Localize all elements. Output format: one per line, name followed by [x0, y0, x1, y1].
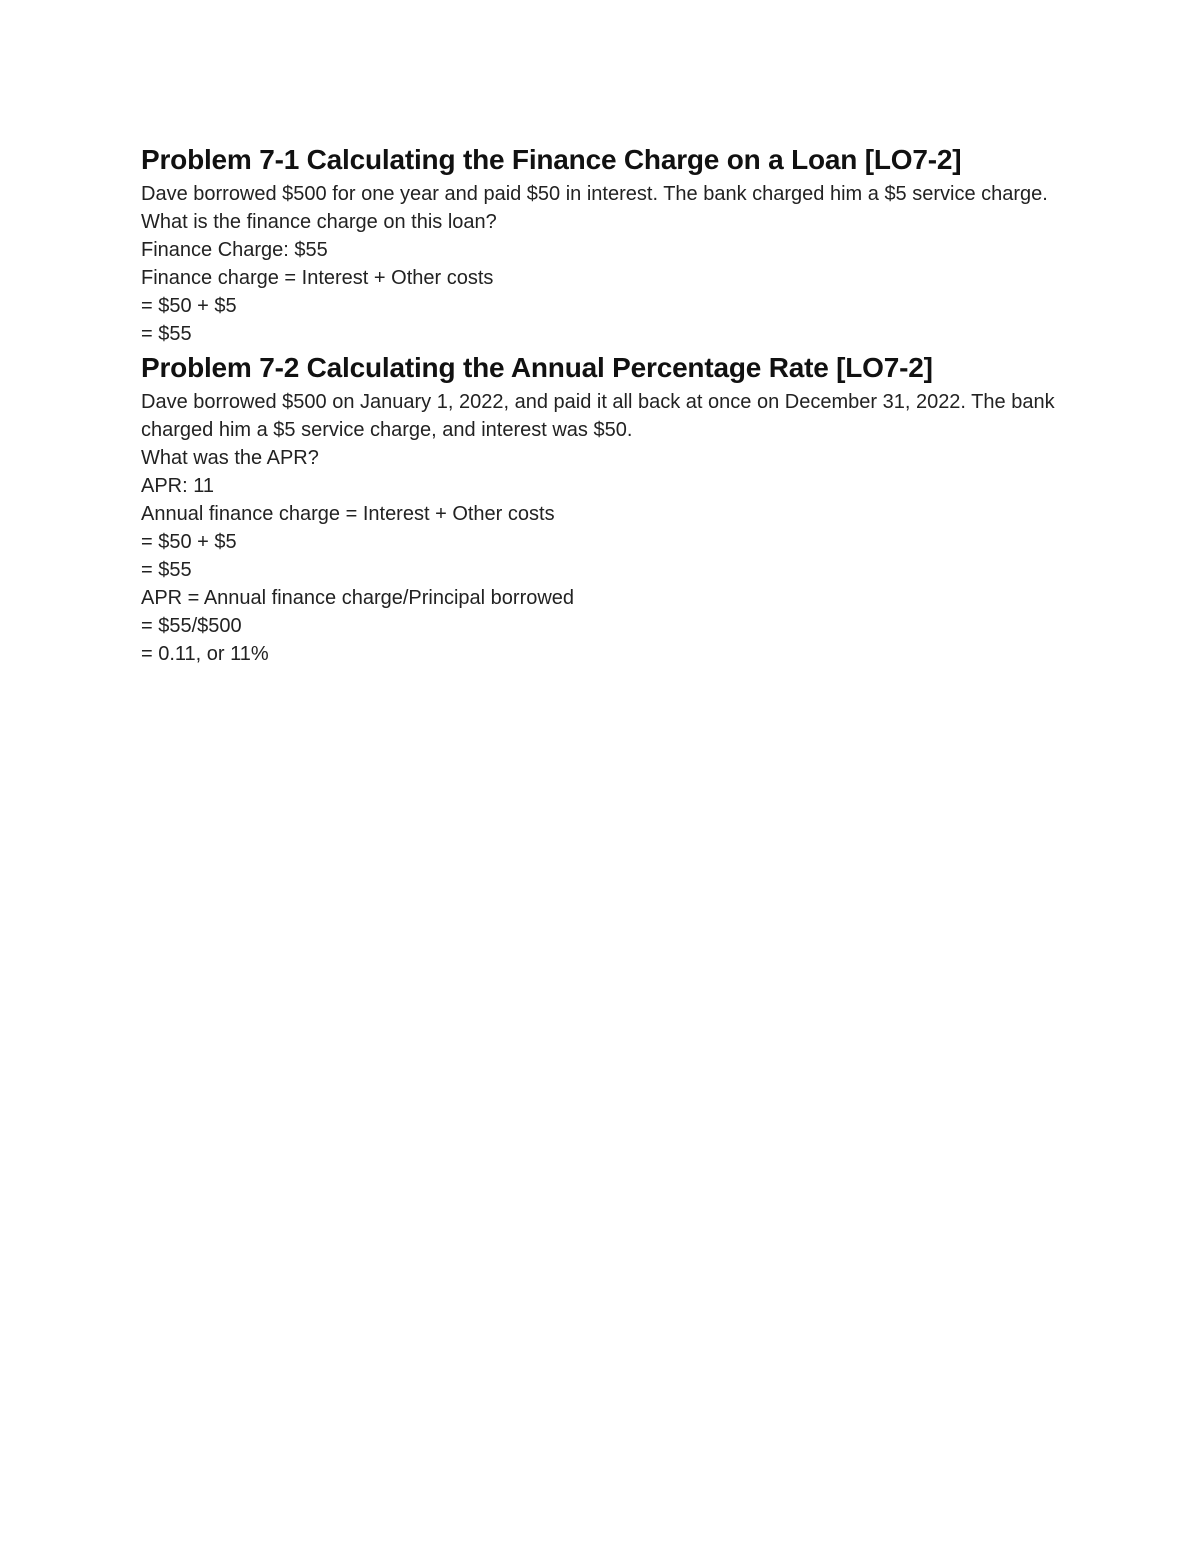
problem-7-2-step-3: = $55/$500	[141, 615, 242, 637]
problem-7-2-prompt: What was the APR?	[141, 447, 319, 469]
problem-7-2-section	[141, 348, 1061, 668]
problem-7-2-step-2: = $55	[141, 559, 192, 581]
problem-7-2-step-1: = $50 + $5	[141, 531, 237, 553]
problem-7-2-title: Problem 7-2 Calculating the Annual Percentage Rate [LO7-2]	[141, 352, 933, 383]
problem-7-2-answer: APR: 11	[141, 475, 214, 497]
problem-7-2-step-4: = 0.11, or 11%	[141, 643, 269, 665]
problem-7-1-step-1: = $50 + $5	[141, 295, 237, 317]
problem-7-1-question: Dave borrowed $500 for one year and paid $50 in interest. The bank charged him a $5 service charge. What is the finance charge on this loan?	[141, 183, 1048, 233]
problem-7-1-step-2: = $55	[141, 323, 192, 345]
problem-7-2-question: Dave borrowed $500 on January 1, 2022, and paid it all back at once on December 31, 2022. The bank charged him a $5 service charge, and interest was $50.	[141, 391, 1055, 441]
problem-7-1-title: Problem 7-1 Calculating the Finance Charge on a Loan [LO7-2]	[141, 144, 962, 175]
problem-7-1-section	[141, 140, 1061, 348]
problem-7-2-formula-2: APR = Annual finance charge/Principal borrowed	[141, 587, 575, 609]
problem-7-2-formula-1: Annual finance charge = Interest + Other costs	[141, 503, 555, 525]
document-content	[141, 140, 1061, 668]
problem-7-1-answer: Finance Charge: $55	[141, 239, 328, 261]
problem-7-1-formula: Finance charge = Interest + Other costs	[141, 267, 494, 289]
